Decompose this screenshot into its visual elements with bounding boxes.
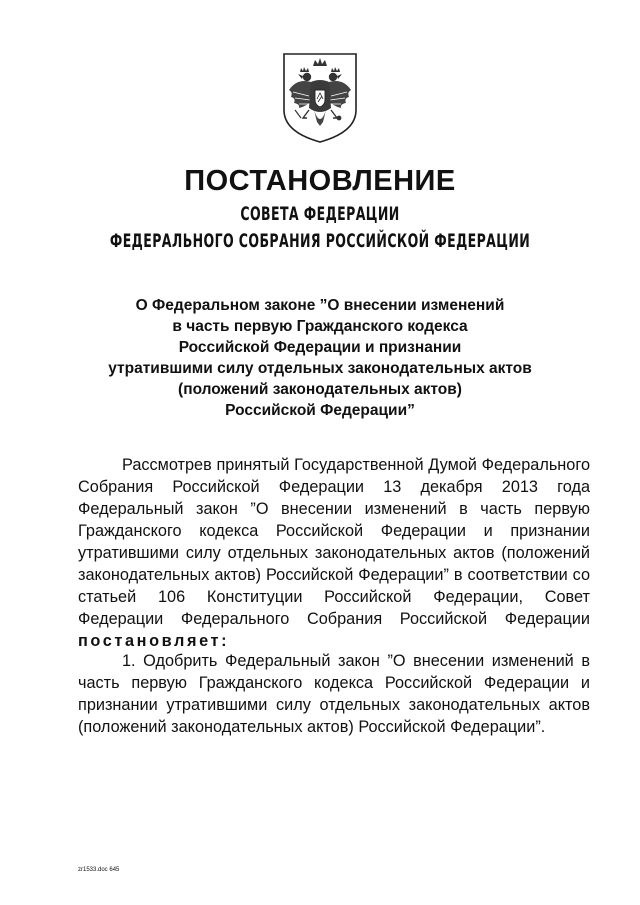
subject-line: (положений законодательных актов) xyxy=(178,381,462,398)
subject-line: в часть первую Гражданского кодекса xyxy=(172,318,468,335)
subject-line: Российской Федерации” xyxy=(225,402,415,419)
subject-line: утратившими силу отдельных законодательных актов xyxy=(108,360,532,377)
clause-1-paragraph: 1. Одобрить Федеральный закон ”О внесении изменений в часть первую Гражданского кодекса Российской Федерации и признании утратившими силу отдельных законодательных актов (положений законодательных актов) Российской Федерации”. xyxy=(78,652,590,736)
issuer-line-1: СОВЕТА ФЕДЕРАЦИИ xyxy=(240,203,400,225)
footer-number: 645 xyxy=(109,867,120,873)
preamble-paragraph xyxy=(78,454,590,652)
resolves-word: постановляет: xyxy=(78,632,230,650)
subject-line: Российской Федерации и признании xyxy=(178,339,462,356)
document-title: ПОСТАНОВЛЕНИЕ xyxy=(184,165,456,197)
document-footer xyxy=(78,866,119,874)
coat-of-arms-emblem xyxy=(281,52,359,144)
issuer-line-2: ФЕДЕРАЛЬНОГО СОБРАНИЯ РОССИЙСКОЙ ФЕДЕРАЦИИ xyxy=(109,230,531,252)
decree-subject xyxy=(80,295,560,421)
preamble-text: Рассмотрев принятый Государственной Думой Федерального Собрания Российской Федерации 13 декабря 2013 года Федеральный закон ”О внесении изменений в часть первую Гражданского кодекса Российской Федерации и признании утратившими силу отдельных законодательных актов (положений законодательных актов) Российской Федерации” в соответствии со статьей 106 Конституции Российской Федерации, Совет Федерации Федерального Собрания Российской Федерации xyxy=(78,456,590,628)
subject-line: О Федеральном законе ”О внесении изменений xyxy=(135,297,505,314)
footer-file-name: zr1533.doc xyxy=(78,867,108,873)
